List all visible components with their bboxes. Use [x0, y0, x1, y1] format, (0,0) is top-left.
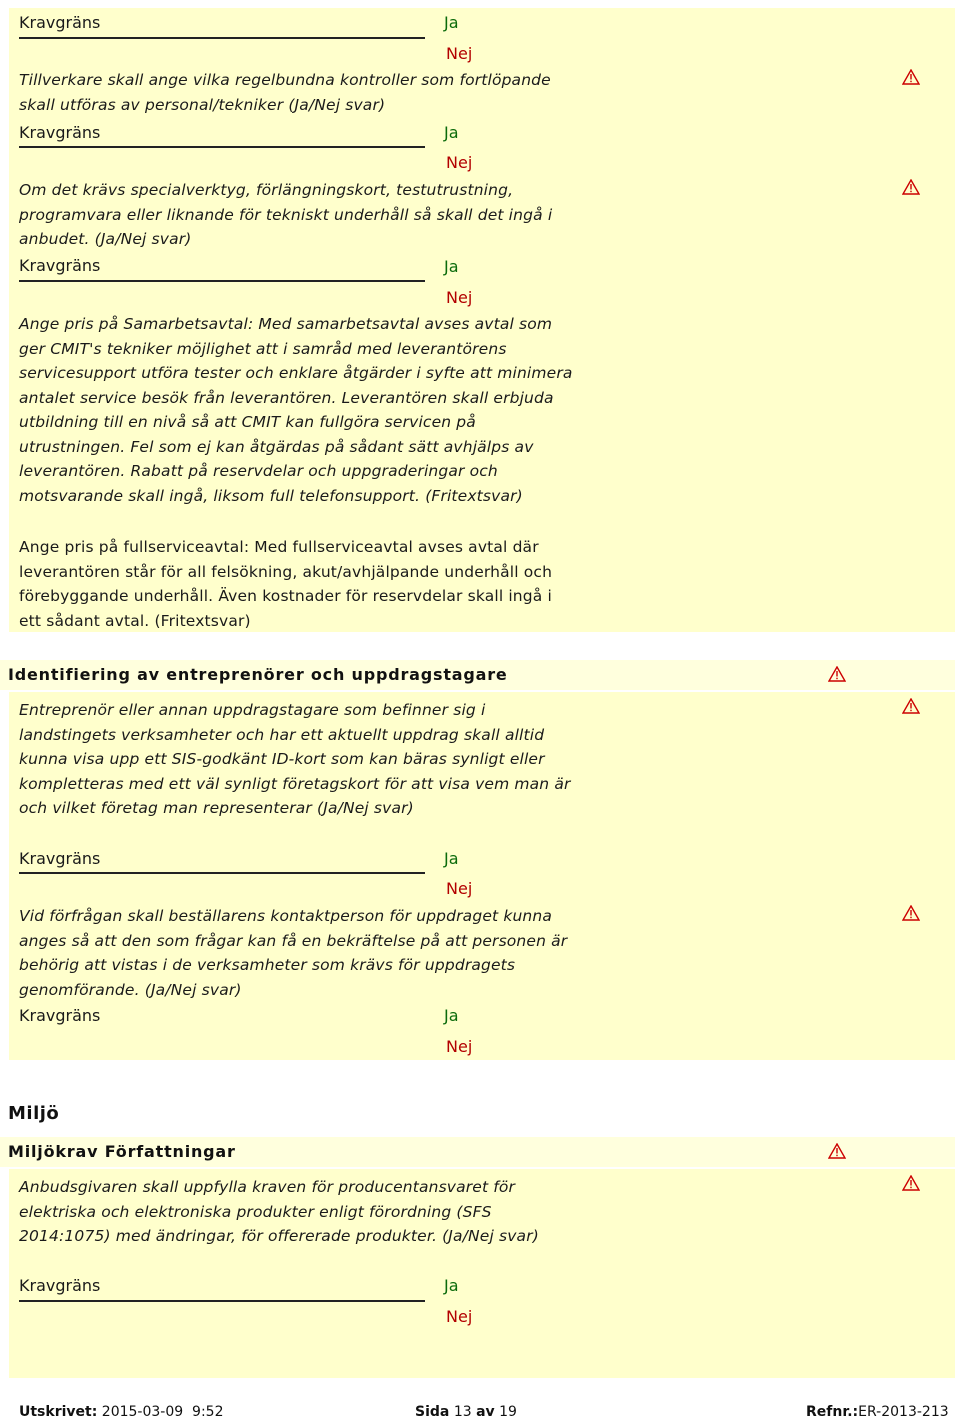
kravgrans-line: [19, 280, 425, 282]
kravgrans-label: Kravgräns: [19, 849, 101, 868]
footer-page-label: Sida: [415, 1404, 450, 1420]
footer-refnr-value: ER-2013-213: [858, 1404, 949, 1420]
footer-page: [415, 1403, 517, 1421]
kravgrans-label: Kravgräns: [19, 1006, 101, 1025]
footer-printed: [19, 1403, 223, 1421]
requirement-text: Vid förfrågan skall beställarens kontaktperson för uppdraget kunna anges så att den som frågar kan få en bekräftelse på att personen är behörig att vistas i de verksamheter som krävs för uppdragets genomförande. (Ja/Nej svar): [19, 907, 568, 999]
nej-option[interactable]: Nej: [446, 1307, 473, 1326]
warning-icon: [902, 698, 920, 714]
footer-printed-label: Utskrivet:: [19, 1404, 98, 1420]
section-header: [0, 660, 955, 690]
section-title-miljo: Miljö: [8, 1103, 60, 1124]
ja-option[interactable]: Ja: [444, 257, 459, 276]
nej-option[interactable]: Nej: [446, 44, 473, 63]
warning-icon: [902, 1175, 920, 1191]
requirement-text: Entreprenör eller annan uppdragstagare som befinner sig i landstingets verksamheter och har ett aktuellt uppdrag skall alltid kunna visa upp ett SIS-godkänt ID-kort som kan bäras synligt eller kompletteras med ett väl synligt företagskort för att visa vem man är och vilket företag man representerar (Ja/Nej svar): [19, 701, 571, 817]
warning-icon: [828, 666, 846, 682]
kravgrans-label: Kravgräns: [19, 1276, 101, 1295]
warning-icon: [902, 69, 920, 85]
ja-option[interactable]: Ja: [444, 1006, 459, 1025]
kravgrans-line: [19, 146, 425, 148]
requirement-text: Anbudsgivaren skall uppfylla kraven för producentansvaret för elektriska och elektroniska produkter enligt förordning (SFS 2014:1075) med ändringar, för offererade produkter. (Ja/Nej svar): [19, 1178, 539, 1245]
kravgrans-label: Kravgräns: [19, 123, 101, 142]
kravgrans-line: [19, 1300, 425, 1302]
requirement-text: Tillverkare skall ange vilka regelbundna kontroller som fortlöpande skall utföras av personal/tekniker (Ja/Nej svar): [19, 71, 551, 114]
ja-option[interactable]: Ja: [444, 849, 459, 868]
footer-page-of: av: [476, 1404, 495, 1420]
nej-option[interactable]: Nej: [446, 288, 473, 307]
warning-icon: [902, 179, 920, 195]
requirement-text: Om det krävs specialverktyg, förlängningskort, testutrustning, programvara eller liknande för tekniskt underhåll så skall det ingå i anbudet. (Ja/Nej svar): [19, 181, 553, 248]
warning-icon: [828, 1143, 846, 1159]
nej-option[interactable]: Nej: [446, 879, 473, 898]
kravgrans-label: Kravgräns: [19, 13, 101, 32]
nej-option[interactable]: Nej: [446, 153, 473, 172]
footer-page-total: 19: [499, 1404, 517, 1420]
footer-page-current: 13: [453, 1404, 472, 1420]
section-header: [0, 1137, 955, 1167]
nej-option[interactable]: Nej: [446, 1037, 473, 1056]
kravgrans-label: Kravgräns: [19, 256, 101, 275]
section-subtitle: Miljökrav Författningar: [8, 1142, 236, 1161]
ja-option[interactable]: Ja: [444, 13, 459, 32]
footer-printed-value: 2015-03-09 9:52: [101, 1404, 224, 1420]
kravgrans-line: [19, 37, 425, 39]
footer-refnr-label: Refnr.:: [806, 1404, 859, 1420]
warning-icon: [902, 905, 920, 921]
ja-option[interactable]: Ja: [444, 123, 459, 142]
kravgrans-line: [19, 872, 425, 874]
ja-option[interactable]: Ja: [444, 1276, 459, 1295]
footer-refnr: [806, 1403, 949, 1421]
section-title: Identifiering av entreprenörer och uppdragstagare: [8, 665, 508, 684]
requirement-text: Ange pris på Samarbetsavtal: Med samarbetsavtal avses avtal som ger CMIT's tekniker möjlighet att i samråd med leverantörens servicesupport utföra tester och enklare åtgärder i syfte att minimera antalet service besök från leverantören. Leverantören skall erbjuda utbildning till en nivå så att CMIT kan fullgöra servicen på utrustningen. Fel som ej kan åtgärdas på sådant sätt avhjälps av leverantören. Rabatt på reservdelar och uppgraderingar och motsvarande skall ingå, liksom full telefonsupport. (Fritextsvar): [19, 315, 573, 505]
requirement-text: Ange pris på fullserviceavtal: Med fullserviceavtal avses avtal där leverantören står för all felsökning, akut/avhjälpande underhåll och förebyggande underhåll. Även kostnader för reservdelar skall ingå i ett sådant avtal. (Fritextsvar): [19, 538, 553, 630]
